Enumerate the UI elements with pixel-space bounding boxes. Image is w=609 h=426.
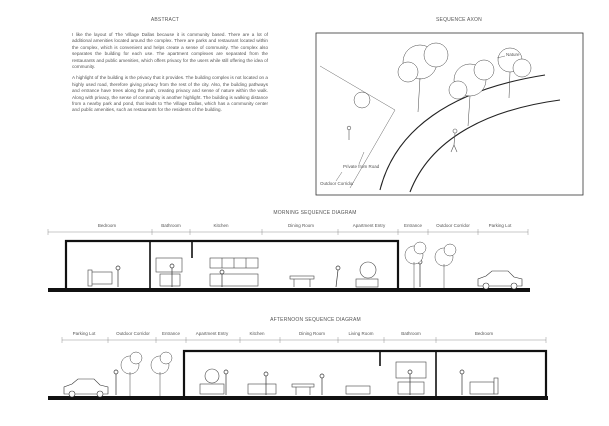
morning-label-entrance: Entrance [403,223,422,228]
afternoon-label-entrance: Entrance [161,331,180,336]
afternoon-label-bedroom: Bedroom [474,331,494,336]
afternoon-label-parking-lot: Parking Lot [72,331,96,336]
afternoon-entry-mirror [205,369,219,383]
morning-title: MORNING SEQUENCE DIAGRAM [273,210,357,216]
axon-label-corridor: Outdoor Corridor [320,181,354,186]
afternoon-label-outdoor-corridor: Outdoor Corridor [116,331,150,336]
morning-label-dining-room: Dining Room [287,223,314,228]
afternoon-kitchen-counter [248,384,276,394]
axon-label-private: Private from Road [343,164,380,169]
afternoon-label-bathroom: Bathroom [401,331,421,336]
afternoon-bed [470,382,494,394]
abstract-paragraph-2: A highlight of the building is the privacy that it provides. The building complex is not located on a highly used road, therefore giving privacy from the rest of the city. Also, the building pathways and entrance have trees along the path, creating privacy and sense of nature within the walk. Along with privacy, the sense of community is another highlight. The building is walking distance from a nearby park and pond, that leads to The Village Dallas, which has a community center and public amenities, such as restaurants for the residents of the building. [72,75,268,113]
abstract-title: ABSTRACT [150,17,180,23]
afternoon-label-kitchen: Kitchen [249,331,265,336]
afternoon-sofa [346,386,370,394]
axon-label-nature: Nature [506,52,520,57]
afternoon-car [64,379,108,397]
afternoon-dining-table [292,384,314,387]
afternoon-label-living-room: Living Room [348,331,374,336]
afternoon-label-dining-room: Dining Room [298,331,325,336]
morning-label-kitchen: Kitchen [213,223,229,228]
axon-title: SEQUENCE AXON [436,17,482,23]
abstract-paragraph-1: I like the layout of The Village Dallas because it is community based. There are a lot of additional amenities located around the complex. There are parks and restaurant located within the complex, which is convenient and helps create a sense of community. The complex also separates the building for each use. The apartment complexes are separated from the restaurants and public amenities, which offers privacy for the users while still offering the idea of community. [72,32,268,70]
morning-label-bathroom: Bathroom [161,223,181,228]
morning-label-outdoor-corridor: Outdoor Corridor [436,223,470,228]
afternoon-label-apartment-entry: Apartment Entry [195,331,229,336]
morning-label-apartment-entry: Apartment Entry [352,223,386,228]
afternoon-title: AFTERNOON SEQUENCE DIAGRAM [270,317,361,323]
morning-label-bedroom: Bedroom [97,223,117,228]
afternoon-ground [48,396,548,400]
morning-label-parking-lot: Parking Lot [488,223,512,228]
